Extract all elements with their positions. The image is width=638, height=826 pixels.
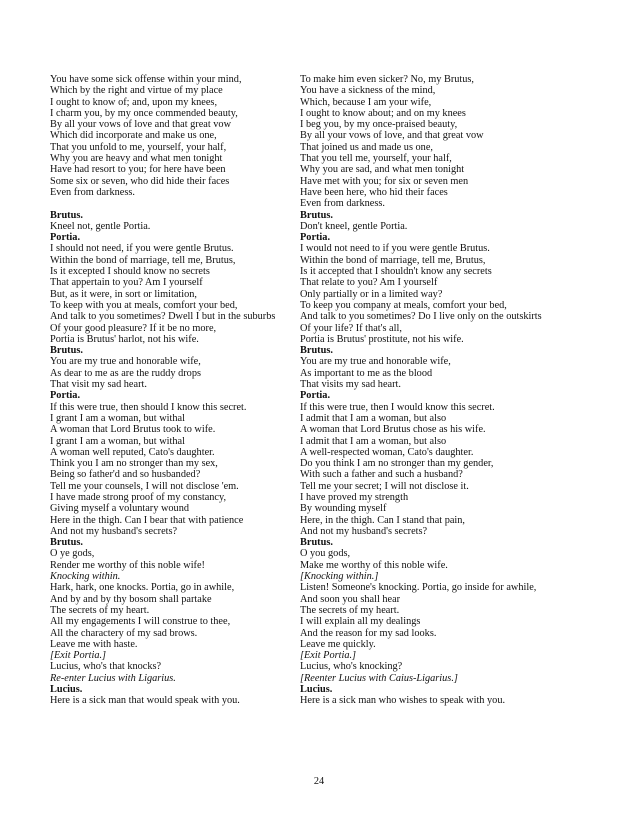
verse-line: A woman that Lord Brutus chose as his wife. <box>300 424 486 436</box>
speaker-name: Portia. <box>50 390 81 402</box>
modern-translation-column <box>300 74 600 707</box>
verse-line: Portia is Brutus' harlot, not his wife. <box>50 333 199 345</box>
verse-line: If this were true, then should I know this secret. <box>50 401 247 413</box>
stage-direction: Re-enter Lucius with Ligarius. <box>50 672 176 684</box>
verse-line: I have made strong proof of my constancy, <box>50 491 227 503</box>
verse-line: And the reason for my sad looks. <box>300 627 437 639</box>
verse-line: Lucius, who's that knocks? <box>50 661 162 673</box>
verse-line: You have some sick offense within your mind, <box>50 74 242 85</box>
verse-line: I ought to know about; and on my knees <box>300 107 466 119</box>
verse-line: Even from darkness. <box>50 186 135 198</box>
verse-line: O you gods, <box>300 548 351 560</box>
verse-line: Leave me with haste. <box>50 638 138 650</box>
verse-line: That appertain to you? Am I yourself <box>50 277 203 289</box>
verse-line: Only partially or in a limited way? <box>300 288 443 300</box>
verse-line: That you unfold to me, yourself, your half, <box>50 141 227 153</box>
verse-line: I charm you, by my once commended beauty, <box>50 107 238 119</box>
verse-line: All my engagements I will construe to thee, <box>50 616 231 628</box>
verse-line: The secrets of my heart. <box>300 604 400 616</box>
verse-line: Do you think I am no stronger than my gender, <box>300 458 494 470</box>
verse-line: To keep you company at meals, comfort your bed, <box>300 299 507 311</box>
original-text-column <box>50 74 298 707</box>
verse-line: You are my true and honorable wife, <box>300 356 451 368</box>
verse-line: All the charactery of my sad brows. <box>50 627 198 639</box>
speaker-name: Portia. <box>300 390 331 402</box>
verse-line: And talk to you sometimes? Dwell I but in the suburbs <box>50 311 276 323</box>
verse-line: Tell me your secret; I will not disclose it. <box>300 480 469 492</box>
verse-line: Even from darkness. <box>300 198 385 210</box>
verse-line: I grant I am a woman, but withal <box>50 412 185 424</box>
stage-direction: [Exit Portia.] <box>300 650 357 662</box>
verse-line: Here in the thigh. Can I bear that with patience <box>50 514 244 526</box>
verse-line: And talk to you sometimes? Do I live only on the outskirts <box>300 311 542 323</box>
verse-line: Which by the right and virtue of my place <box>50 85 223 97</box>
speaker-name: Portia. <box>50 232 81 244</box>
verse-line: Don't kneel, gentle Portia. <box>300 220 408 232</box>
verse-line: Is it accepted that I shouldn't know any secrets <box>300 266 492 278</box>
verse-line: O ye gods, <box>50 548 95 560</box>
verse-line: And not my husband's secrets? <box>50 525 178 537</box>
verse-line: A woman well reputed, Cato's daughter. <box>50 446 215 458</box>
verse-line: If this were true, then I would know this secret. <box>300 401 495 413</box>
verse-line: That visits my sad heart. <box>300 379 401 391</box>
verse-line: Within the bond of marriage, tell me, Brutus, <box>300 254 486 266</box>
verse-line: Hark, hark, one knocks. Portia, go in awhile, <box>50 582 235 594</box>
verse-line: By all your vows of love, and that great vow <box>300 130 484 142</box>
speaker-name: Brutus. <box>300 537 333 549</box>
verse-line: As important to me as the blood <box>300 367 433 379</box>
verse-line: I have proved my strength <box>300 491 409 503</box>
speaker-name: Portia. <box>300 232 331 244</box>
verse-line: Some six or seven, who did hide their faces <box>50 175 230 187</box>
speaker-name: Lucius. <box>50 684 83 696</box>
verse-line: Within the bond of marriage, tell me, Brutus, <box>50 254 236 266</box>
verse-line: Kneel not, gentle Portia. <box>50 220 151 232</box>
stage-direction: Knocking within. <box>50 571 121 583</box>
verse-line: Listen! Someone's knocking. Portia, go inside for awhile, <box>300 582 537 594</box>
verse-line: Which did incorporate and make us one, <box>50 130 217 142</box>
verse-line: I will explain all my dealings <box>300 616 421 628</box>
verse-line: Make me worthy of this noble wife. <box>300 559 448 571</box>
verse-line: By wounding myself <box>300 503 387 515</box>
verse-line: Have been here, who hid their faces <box>300 186 448 198</box>
verse-line: And soon you shall hear <box>300 593 401 605</box>
verse-line: Render me worthy of this noble wife! <box>50 559 205 571</box>
verse-line: Portia is Brutus' prostitute, not his wife. <box>300 333 464 345</box>
verse-line: And not my husband's secrets? <box>300 525 428 537</box>
verse-line: A woman that Lord Brutus took to wife. <box>50 424 216 436</box>
verse-line: Being so father'd and so husbanded? <box>50 469 201 481</box>
verse-line: Is it excepted I should know no secrets <box>50 266 210 278</box>
stage-direction: [Exit Portia.] <box>50 650 107 662</box>
verse-line: Giving myself a voluntary wound <box>50 503 189 515</box>
verse-line: Lucius, who's knocking? <box>300 661 403 673</box>
verse-line: You are my true and honorable wife, <box>50 356 201 368</box>
verse-line: I should not need, if you were gentle Brutus. <box>50 243 234 255</box>
verse-line: Have met with you; for six or seven men <box>300 175 469 187</box>
speaker-name: Lucius. <box>300 684 333 696</box>
verse-line: Why you are heavy and what men tonight <box>50 153 223 165</box>
verse-line: Here is a sick man who wishes to speak with you. <box>300 695 506 707</box>
speaker-name: Brutus. <box>50 345 83 357</box>
verse-line: The secrets of my heart. <box>50 604 150 616</box>
verse-line: You have a sickness of the mind, <box>300 85 436 97</box>
page-number: 24 <box>313 776 325 787</box>
verse-line: With such a father and such a husband? <box>300 469 463 481</box>
verse-line: I admit that I am a woman, but also <box>300 435 447 447</box>
verse-line: That relate to you? Am I yourself <box>300 277 438 289</box>
verse-line: Here is a sick man that would speak with you. <box>50 695 240 707</box>
stage-direction: [Knocking within.] <box>300 571 379 583</box>
speaker-name: Brutus. <box>50 537 83 549</box>
verse-line: As dear to me as are the ruddy drops <box>50 367 201 379</box>
stage-direction: [Reenter Lucius with Caius-Ligarius.] <box>300 672 458 684</box>
speaker-name: Brutus. <box>300 345 333 357</box>
verse-line: I beg you, by my once-praised beauty, <box>300 119 458 131</box>
verse-line: Here, in the thigh. Can I stand that pain, <box>300 514 465 526</box>
verse-line: And by and by thy bosom shall partake <box>50 593 212 605</box>
verse-line: By all your vows of love and that great vow <box>50 119 232 131</box>
blank-line <box>50 198 298 209</box>
speaker-name: Brutus. <box>300 209 333 221</box>
verse-line: Leave me quickly. <box>300 638 376 650</box>
verse-line: That joined us and made us one, <box>300 141 433 153</box>
verse-line: Tell me your counsels, I will not disclose 'em. <box>50 480 239 492</box>
verse-line: I admit that I am a woman, but also <box>300 412 447 424</box>
speaker-name: Brutus. <box>50 209 83 221</box>
verse-line: I grant I am a woman, but withal <box>50 435 185 447</box>
verse-line: That you tell me, yourself, your half, <box>300 153 452 165</box>
verse-line: I ought to know of; and, upon my knees, <box>50 96 218 108</box>
verse-line: A well-respected woman, Cato's daughter. <box>300 446 474 458</box>
verse-line: To keep with you at meals, comfort your bed, <box>50 299 238 311</box>
verse-line: Which, because I am your wife, <box>300 96 432 108</box>
verse-line: Have had resort to you; for here have been <box>50 164 226 176</box>
verse-line: Think you I am no stronger than my sex, <box>50 458 218 470</box>
verse-line: I would not need to if you were gentle Brutus. <box>300 243 490 255</box>
verse-line: Of your life? If that's all, <box>300 322 402 334</box>
verse-line: To make him even sicker? No, my Brutus, <box>300 74 475 85</box>
verse-line: That visit my sad heart. <box>50 379 147 391</box>
verse-line: But, as it were, in sort or limitation, <box>50 288 197 300</box>
verse-line: Why you are sad, and what men tonight <box>300 164 465 176</box>
verse-line: Of your good pleasure? If it be no more, <box>50 322 217 334</box>
